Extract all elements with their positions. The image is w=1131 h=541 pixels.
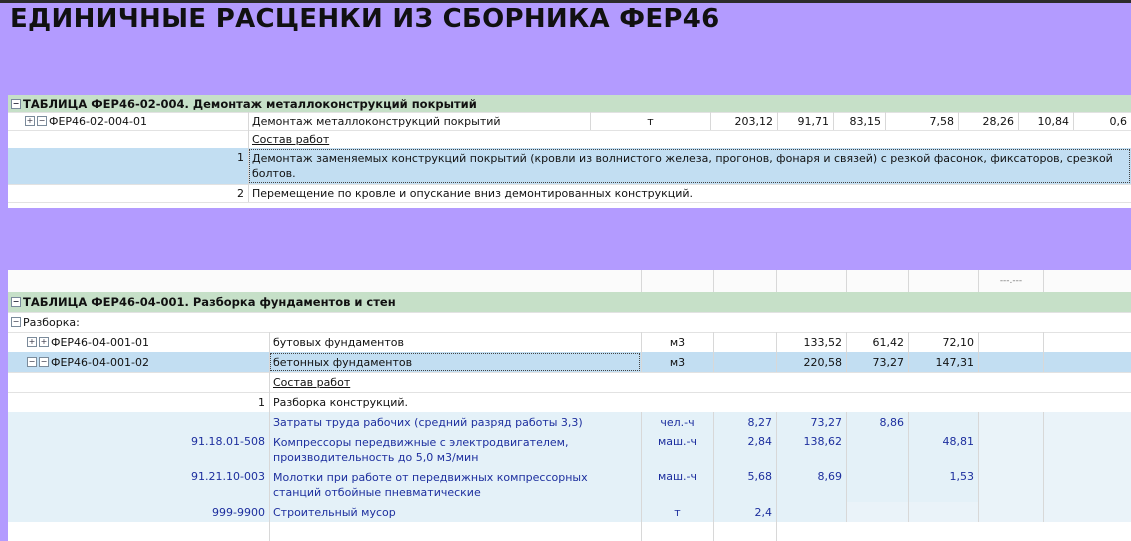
- resource-code: 91.18.01-508: [191, 435, 265, 448]
- collapse-icon[interactable]: −: [28, 357, 36, 366]
- cutoff-value: ---.---: [999, 276, 1023, 286]
- rate-value-6: 10,84: [1018, 112, 1073, 130]
- rate-value-4: 7,58: [885, 112, 958, 130]
- rate-value-2: 73,27: [846, 352, 908, 372]
- rate-name: бутовых фундаментов: [269, 332, 641, 352]
- rate-unit: м3: [641, 352, 713, 372]
- table-header-title: ТАБЛИЦА ФЕР46-02-004. Демонтаж металлоконструкций покрытий: [23, 96, 477, 111]
- list-item[interactable]: [8, 392, 1131, 413]
- rate-value-2: 61,42: [846, 332, 908, 352]
- resource-unit: т: [641, 502, 713, 522]
- resource-extra: 1,53: [908, 467, 978, 502]
- step-number: 2: [237, 186, 244, 200]
- rate-name: бетонных фундаментов: [269, 352, 641, 372]
- resource-row[interactable]: [8, 502, 1131, 523]
- resource-unit: чел.-ч: [641, 412, 713, 432]
- rate-unit: м3: [641, 332, 713, 352]
- resource-total: [846, 467, 908, 502]
- resource-code: 999-9900: [212, 505, 265, 519]
- resource-name-line2: производительность до 5,0 м3/мин: [273, 451, 479, 464]
- resource-qty: 5,68: [713, 467, 776, 502]
- collapse-icon[interactable]: −: [12, 317, 20, 326]
- sostav-link[interactable]: Состав работ: [269, 372, 569, 392]
- resource-total: [846, 432, 908, 467]
- rate-code: ФЕР46-04-001-02: [51, 355, 149, 369]
- window-top-bar: [0, 0, 1131, 3]
- collapse-icon[interactable]: −: [40, 357, 48, 366]
- page-title: ЕДИНИЧНЫЕ РАСЦЕНКИ ИЗ СБОРНИКА ФЕР46: [10, 4, 720, 34]
- rate-value-1: 133,52: [776, 332, 846, 352]
- step-number: 1: [258, 395, 265, 409]
- rate-value-1: 203,12: [710, 112, 777, 130]
- group-label: Разборка:: [23, 315, 80, 329]
- expand-icon[interactable]: +: [40, 337, 48, 346]
- rate-value-3: 147,31: [908, 352, 978, 372]
- resource-total: 8,86: [846, 412, 908, 432]
- resource-name: Строительный мусор: [269, 502, 641, 522]
- table-row[interactable]: [8, 332, 1131, 353]
- group-row[interactable]: [8, 312, 1131, 333]
- rate-code: ФЕР46-04-001-01: [51, 335, 149, 349]
- collapse-icon[interactable]: −: [38, 116, 46, 125]
- resource-name: Затраты труда рабочих (средний разряд работы 3,3): [269, 412, 641, 432]
- rate-value-7: 0,6: [1073, 112, 1131, 130]
- resource-row[interactable]: [8, 432, 1131, 468]
- resource-qty: 8,27: [713, 412, 776, 432]
- resource-price: 8,69: [776, 467, 846, 502]
- rate-value-3: 83,15: [833, 112, 885, 130]
- step-number: 1: [237, 151, 244, 164]
- rate-value-5: 28,26: [958, 112, 1018, 130]
- resource-code: 91.21.10-003: [191, 470, 265, 483]
- rate-name: Демонтаж металлоконструкций покрытий: [248, 112, 590, 130]
- step-text: Разборка конструкций.: [269, 392, 1131, 412]
- resource-extra: [908, 412, 978, 432]
- list-item[interactable]: [8, 184, 1131, 203]
- sostav-row[interactable]: [8, 372, 1131, 393]
- resource-price: 138,62: [776, 432, 846, 467]
- table-row[interactable]: [8, 112, 1131, 131]
- rate-code: ФЕР46-02-004-01: [49, 114, 147, 128]
- collapse-icon[interactable]: −: [12, 98, 20, 108]
- expand-icon[interactable]: +: [26, 116, 34, 125]
- resource-price: 73,27: [776, 412, 846, 432]
- table-row-selected[interactable]: [8, 352, 1131, 373]
- resource-qty: 2,84: [713, 432, 776, 467]
- resource-qty: 2,4: [713, 502, 776, 522]
- resource-name-line1: Молотки при работе от передвижных компрессорных: [273, 471, 588, 484]
- table-fer46-04-001-panel: [8, 270, 1131, 541]
- resource-name-line1: Компрессоры передвижные с электродвигателем,: [273, 436, 569, 449]
- table-fer46-02-004-panel: [8, 95, 1131, 208]
- resource-row[interactable]: [8, 467, 1131, 503]
- table-header-row[interactable]: [8, 95, 1131, 113]
- step-text: Перемещение по кровле и опускание вниз демонтированных конструкций.: [248, 184, 1131, 202]
- expand-icon[interactable]: +: [28, 337, 36, 346]
- sostav-row[interactable]: [8, 130, 1131, 149]
- rate-value-3: 72,10: [908, 332, 978, 352]
- step-text-line1: Демонтаж заменяемых конструкций покрытий (кровли из волнистого железа, прогонов, фонаря и связей) с резкой фасонок, фиксаторов, срезкой: [252, 152, 1113, 165]
- scrolled-row-remnant: [8, 522, 1131, 541]
- table-header-row[interactable]: [8, 292, 1131, 313]
- rate-unit: т: [590, 112, 710, 130]
- list-item[interactable]: [8, 148, 1131, 185]
- resource-extra: 48,81: [908, 432, 978, 467]
- resource-unit: маш.-ч: [641, 432, 713, 467]
- resource-code: [8, 412, 269, 432]
- rate-value-1: 220,58: [776, 352, 846, 372]
- sostav-link[interactable]: Состав работ: [248, 130, 548, 148]
- table-header-title: ТАБЛИЦА ФЕР46-04-001. Разборка фундаментов и стен: [23, 295, 396, 309]
- resource-name-line2: станций отбойные пневматические: [273, 486, 481, 499]
- scrolled-row-remnant: [8, 270, 1131, 292]
- step-text-line2: болтов.: [252, 167, 296, 180]
- collapse-icon[interactable]: −: [12, 297, 20, 306]
- resource-row[interactable]: [8, 412, 1131, 433]
- rate-value-2: 91,71: [777, 112, 833, 130]
- resource-unit: маш.-ч: [641, 467, 713, 502]
